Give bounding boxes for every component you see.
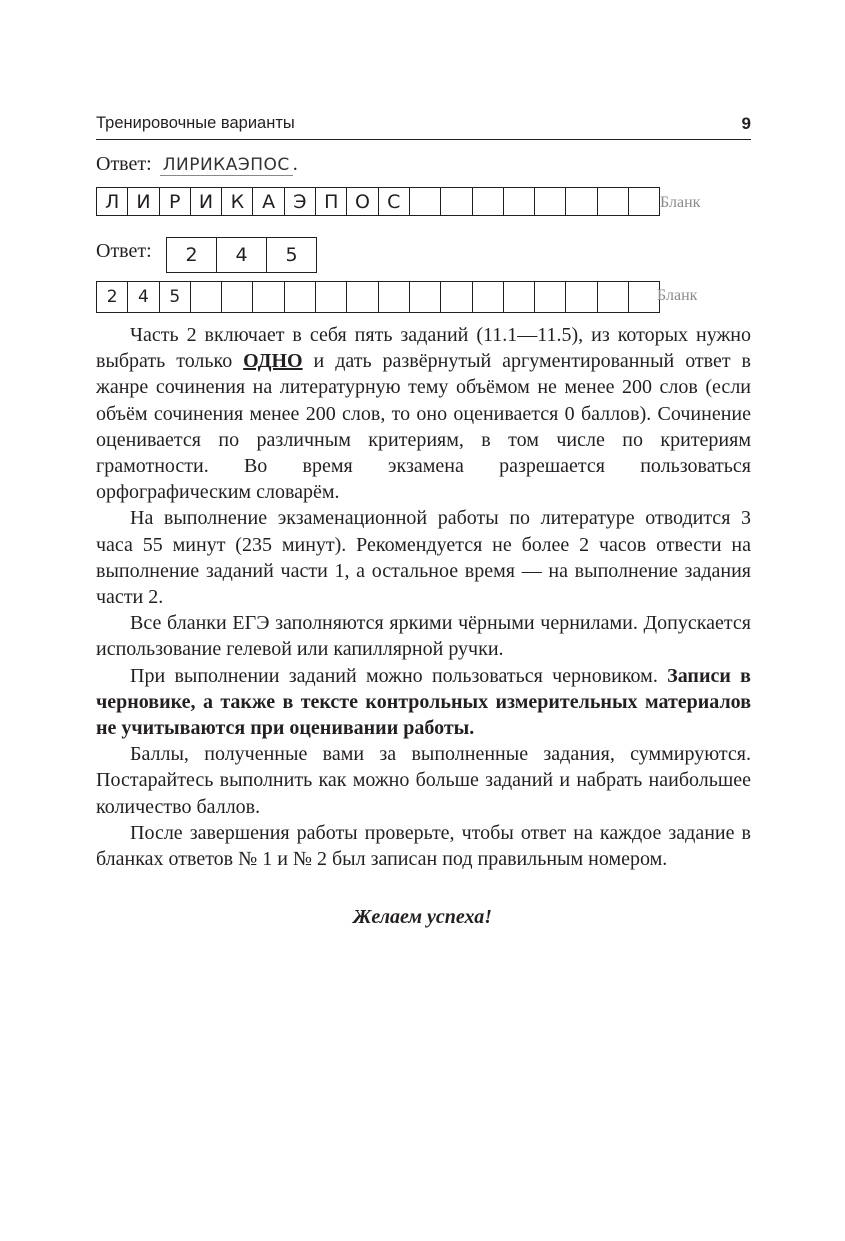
- answer-cell: [316, 282, 347, 313]
- paragraph-text: Часть 2 включает в себя пять заданий (11.1—11.5), из которых нужно выбрать только: [96, 324, 751, 373]
- answer-cell: [347, 282, 378, 313]
- answer-cell: [410, 188, 441, 216]
- answer-cell: 2: [97, 282, 128, 313]
- blank-label-2: Бланк: [657, 287, 698, 304]
- answer-example-1: [96, 153, 298, 176]
- answer-cell: [598, 282, 629, 313]
- answer-cell: [285, 282, 316, 313]
- instructions-text: [96, 322, 751, 872]
- handwritten-answer: ЛИРИКАЭПОС: [160, 155, 293, 176]
- answer-label: Ответ:: [96, 153, 152, 175]
- answer-cell: [629, 188, 660, 216]
- answer-cell: [473, 282, 504, 313]
- answer-cell: И: [128, 188, 159, 216]
- answer-cell: [379, 282, 410, 313]
- answer-cell: [504, 282, 535, 313]
- answer-cell: [473, 188, 504, 216]
- answer-cell: 4: [128, 282, 159, 313]
- paragraph-part2: [96, 322, 751, 505]
- paragraph-text: При выполнении заданий можно пользоваться черновиком.: [130, 664, 668, 687]
- header-title: Тренировочные варианты: [96, 114, 295, 132]
- answer-cell: [253, 282, 284, 313]
- answer-cell: [566, 282, 597, 313]
- answer-cell: [441, 282, 472, 313]
- answer-box: 5: [285, 244, 298, 266]
- draft-warning: Записи в черновике, а также в тексте контрольных измерительных материалов не учитываются при оценивании работы.: [96, 664, 751, 740]
- answer-cell: П: [316, 188, 347, 216]
- answer-boxes: [166, 237, 317, 273]
- answer-cell: [598, 188, 629, 216]
- closing-wish: Желаем успеха!: [352, 906, 493, 928]
- answer-form-grid-2: [96, 281, 660, 313]
- answer-cell: А: [253, 188, 284, 216]
- answer-cell: Р: [160, 188, 191, 216]
- paragraph-time: На выполнение экзаменационной работы по литературе отводится 3 часа 55 минут (235 минут). Рекомендуется не более 2 часов отвести на выполнение заданий части 1, а остальное время — на выполнение задания части 2.: [96, 507, 751, 609]
- paragraph-scores: Баллы, полученные вами за выполненные задания, суммируются. Постарайтесь выполнить как можно больше заданий и набрать наибольшее количество баллов.: [96, 743, 751, 818]
- blank-label-1: Бланк: [660, 194, 701, 211]
- answer-cell: [441, 188, 472, 216]
- answer-box: 2: [167, 238, 217, 272]
- paragraph-forms: Все бланки ЕГЭ заполняются яркими чёрными чернилами. Допускается использование гелевой или капиллярной ручки.: [96, 612, 751, 661]
- answer-cell: [222, 282, 253, 313]
- answer-cell: [191, 282, 222, 313]
- answer-cell: [629, 282, 660, 313]
- answer-cell: С: [379, 188, 410, 216]
- answer-cell: К: [222, 188, 253, 216]
- answer-label-2: Ответ:: [96, 240, 152, 262]
- answer-cell: И: [191, 188, 222, 216]
- paragraph-text: и дать развёрнутый аргументированный ответ в жанре сочинения на литературную тему объёмом не менее 200 слов (если объём сочинения менее 200 слов, то оно оценивается 0 баллов). Сочинение оценивается по различным критериям, в том числе по критериям грамотности. Во время экзамена разрешается пользоваться орфографическим словарём.: [96, 350, 751, 504]
- answer-form-grid-1: [96, 187, 660, 216]
- paragraph-draft: [96, 663, 751, 742]
- answer-cell: [504, 188, 535, 216]
- page-number: 9: [741, 114, 751, 133]
- answer-cell: Э: [285, 188, 316, 216]
- answer-cell: [566, 188, 597, 216]
- answer-cell: Л: [97, 188, 128, 216]
- emphasis-odno: ОДНО: [243, 350, 303, 373]
- answer-cell: [535, 282, 566, 313]
- paragraph-check: После завершения работы проверьте, чтобы ответ на каждое задание в бланках ответов № 1 и № 2 был записан под правильным номером.: [96, 821, 751, 871]
- answer-cell: 5: [160, 282, 191, 313]
- answer-cell: [410, 282, 441, 313]
- answer-box: 4: [217, 238, 267, 272]
- answer-cell: [535, 188, 566, 216]
- answer-cell: О: [347, 188, 378, 216]
- running-header: [96, 113, 751, 140]
- answer-period: .: [292, 153, 298, 175]
